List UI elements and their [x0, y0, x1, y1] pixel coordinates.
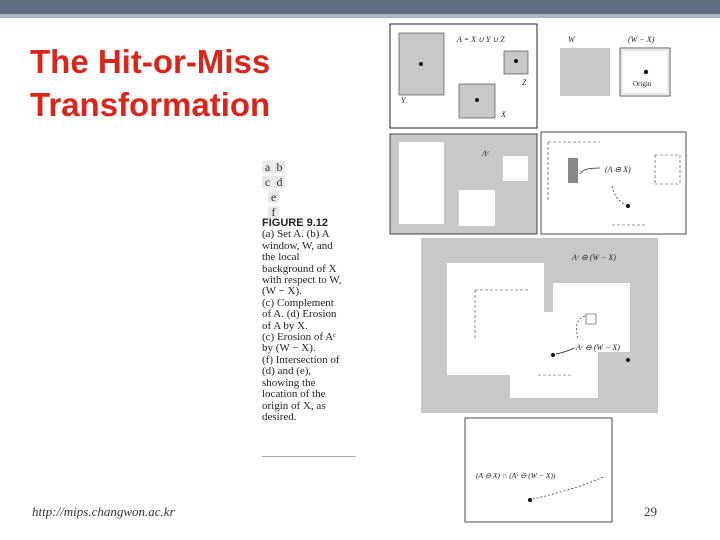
title-line-1: The Hit-or-Miss: [30, 43, 271, 80]
label-a-x: X: [501, 110, 506, 119]
panel-letter-b: b: [274, 161, 285, 173]
caption-line: with respect to W,: [262, 274, 342, 287]
panel-letter-e: e: [268, 191, 279, 203]
footer-url: http://mips.changwon.ac.kr: [32, 504, 175, 519]
caption-line: (a) Set A. (b) A: [262, 228, 330, 241]
panel-b: [560, 35, 670, 96]
panel-letter-d: d: [274, 176, 285, 188]
label-c-ac: Aᶜ: [482, 149, 489, 158]
caption-line: by (W − X).: [262, 342, 316, 355]
caption-line: of A by X.: [262, 319, 308, 332]
panel-letter-f: f: [268, 206, 279, 218]
label-a-z: Z: [522, 78, 527, 87]
caption-heading: FIGURE 9.12: [262, 217, 329, 229]
panel-letter-c: c: [262, 176, 273, 188]
title-line-2: Transformation: [30, 86, 271, 123]
caption-line: (f) Intersection of: [262, 353, 340, 366]
page-number: 29: [644, 504, 657, 519]
label-b-w: W: [568, 35, 575, 44]
caption-line: of A. (d) Erosion: [262, 308, 337, 321]
panel-letter-a: a: [262, 161, 273, 173]
caption-line: (d) and (e),: [262, 365, 312, 378]
caption-line: (c) Complement: [262, 296, 334, 309]
label-d-erosion: (A ⊖ X): [605, 165, 631, 174]
caption-line: background of X: [262, 262, 337, 275]
caption-line: the local: [262, 251, 300, 264]
caption-line: (c) Erosion of Aᶜ: [262, 331, 336, 344]
label-e-erosion-top: Aᶜ ⊖ (W − X): [572, 253, 616, 262]
label-a-y: Y: [401, 96, 406, 105]
label-a-set: A = X ∪ Y ∪ Z: [457, 35, 505, 44]
label-f-intersection: (A ⊖ X) ∩ (Aᶜ ⊖ (W − X)): [476, 471, 556, 480]
panel-e: [421, 238, 658, 413]
panel-f: [465, 418, 612, 522]
panel-a: [390, 24, 537, 128]
label-e-erosion-bottom: Aᶜ ⊖ (W − X): [576, 343, 620, 352]
panel-d: [541, 132, 686, 234]
caption-line: location of the: [262, 388, 326, 401]
caption-line: window, W, and: [262, 239, 333, 252]
label-b-origin: Origin: [633, 80, 652, 88]
caption-line: origin of X, as: [262, 399, 326, 412]
caption-line: (W − X).: [262, 285, 302, 298]
label-b-wx: (W − X): [628, 35, 655, 44]
caption-line: desired.: [262, 410, 297, 423]
caption-line: showing the: [262, 376, 316, 389]
panel-c: [390, 134, 537, 234]
